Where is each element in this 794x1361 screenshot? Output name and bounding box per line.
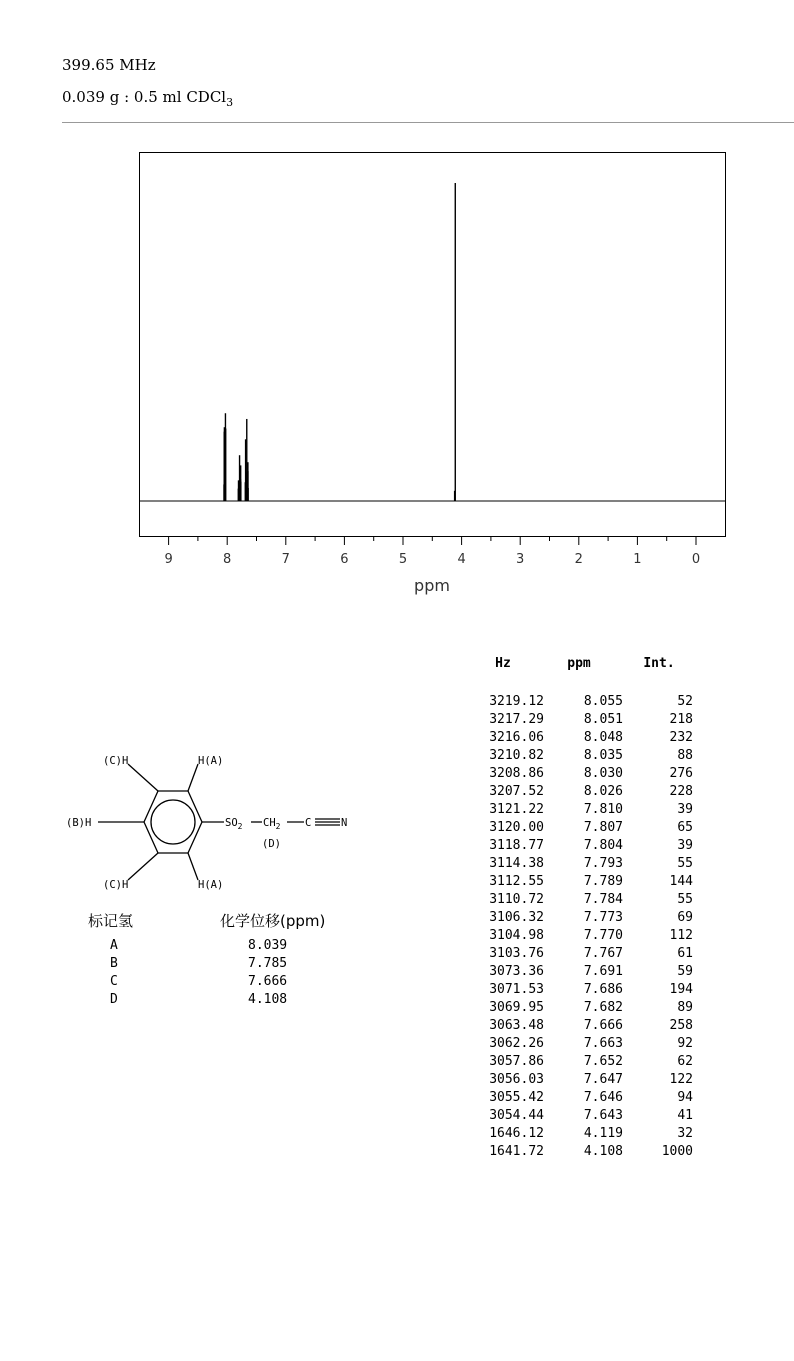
assignment-row bbox=[88, 992, 360, 1010]
peak-row bbox=[462, 1054, 704, 1072]
peak-hz: 3217.29 bbox=[489, 712, 544, 727]
label-ch-bot: (C)H bbox=[103, 879, 129, 891]
peak-int: 218 bbox=[669, 712, 693, 727]
peak-ppm: 7.807 bbox=[583, 820, 623, 835]
peak-hz: 3210.82 bbox=[489, 748, 544, 763]
peak-int: 122 bbox=[669, 1072, 693, 1087]
label-d: (D) bbox=[262, 838, 281, 850]
peak-hz: 3062.26 bbox=[489, 1036, 544, 1051]
peak-hz: 3208.86 bbox=[489, 766, 544, 781]
peak-int: 258 bbox=[669, 1018, 693, 1033]
label-ch-top: (C)H bbox=[103, 755, 129, 767]
x-axis-ticks bbox=[164, 536, 700, 567]
peak-int: 39 bbox=[677, 802, 693, 817]
peak-ppm: 7.789 bbox=[583, 874, 623, 889]
peak-hz: 3114.38 bbox=[489, 856, 544, 871]
peak-row bbox=[462, 694, 704, 712]
peak-ppm: 7.686 bbox=[583, 982, 623, 997]
assign-shift: 4.108 bbox=[248, 992, 288, 1007]
peak-row bbox=[462, 946, 704, 964]
peak-list-rows bbox=[462, 694, 704, 1162]
peak-ppm: 7.784 bbox=[583, 892, 623, 907]
peak-int: 232 bbox=[669, 730, 693, 745]
label-bh: (B)H bbox=[66, 817, 92, 829]
peak-row bbox=[462, 1144, 704, 1162]
assignment-row bbox=[88, 938, 360, 956]
peak-ppm: 7.793 bbox=[583, 856, 623, 871]
peak-row bbox=[462, 1072, 704, 1090]
peak-row bbox=[462, 784, 704, 802]
peak-ppm: 7.767 bbox=[583, 946, 623, 961]
assign-label: B bbox=[110, 956, 118, 971]
peak-int: 89 bbox=[677, 1000, 693, 1015]
label-ha-top: H(A) bbox=[198, 755, 224, 767]
peak-ppm: 8.051 bbox=[583, 712, 623, 727]
peak-int: 92 bbox=[677, 1036, 693, 1051]
bond-ch-bot bbox=[128, 853, 158, 880]
peak-hz: 3118.77 bbox=[489, 838, 544, 853]
x-tick-label: 0 bbox=[691, 552, 701, 567]
peak-hz: 3112.55 bbox=[489, 874, 544, 889]
peak-hz: 3103.76 bbox=[489, 946, 544, 961]
peak-hz: 3104.98 bbox=[489, 928, 544, 943]
label-so2 bbox=[225, 817, 243, 831]
peak-row bbox=[462, 820, 704, 838]
peak-int: 228 bbox=[669, 784, 693, 799]
peak-hz: 3207.52 bbox=[489, 784, 544, 799]
assign-label: D bbox=[110, 992, 118, 1007]
assignment-row bbox=[88, 974, 360, 992]
assignment-rows bbox=[88, 938, 360, 1010]
ch2-text: CH bbox=[263, 817, 276, 829]
peak-int: 41 bbox=[677, 1108, 693, 1123]
peak-hz: 3073.36 bbox=[489, 964, 544, 979]
peak-int: 69 bbox=[677, 910, 693, 925]
peak-row bbox=[462, 1018, 704, 1036]
ch2-subscript: 2 bbox=[275, 822, 281, 831]
peak-int: 1000 bbox=[661, 1144, 693, 1159]
label-c: C bbox=[305, 817, 312, 829]
peak-hz: 3110.72 bbox=[489, 892, 544, 907]
peak-ppm: 7.810 bbox=[583, 802, 623, 817]
peak-ppm: 7.691 bbox=[583, 964, 623, 979]
so2-text: SO bbox=[225, 817, 238, 829]
peak-hz: 1641.72 bbox=[489, 1144, 544, 1159]
peak-hz: 3120.00 bbox=[489, 820, 544, 835]
peak-ppm: 7.652 bbox=[583, 1054, 623, 1069]
peak-ppm: 8.030 bbox=[583, 766, 623, 781]
col-int: Int. bbox=[643, 656, 675, 671]
peak-row bbox=[462, 802, 704, 820]
peak-ppm: 4.119 bbox=[583, 1126, 623, 1141]
peak-row bbox=[462, 1108, 704, 1126]
peak-hz: 3063.48 bbox=[489, 1018, 544, 1033]
peak-row bbox=[462, 964, 704, 982]
col-ppm: ppm bbox=[567, 656, 591, 671]
peak-int: 194 bbox=[669, 982, 693, 997]
x-tick-label: 4 bbox=[457, 552, 466, 567]
peak-ppm: 7.663 bbox=[583, 1036, 623, 1051]
peak-ppm: 7.773 bbox=[583, 910, 623, 925]
x-tick-label: 2 bbox=[574, 552, 583, 567]
bond-ch-top bbox=[128, 764, 158, 791]
assign-label: A bbox=[110, 938, 118, 953]
assign-label: C bbox=[110, 974, 118, 989]
peak-int: 276 bbox=[669, 766, 693, 781]
peak-hz: 3057.86 bbox=[489, 1054, 544, 1069]
peak-list-header bbox=[462, 656, 704, 674]
peak-ppm: 4.108 bbox=[583, 1144, 623, 1159]
peak-hz: 3216.06 bbox=[489, 730, 544, 745]
peak-int: 55 bbox=[677, 892, 693, 907]
benzene-ring bbox=[144, 791, 202, 853]
label-n: N bbox=[341, 817, 348, 829]
x-tick-label: 6 bbox=[340, 552, 349, 567]
so2-subscript: 2 bbox=[237, 822, 243, 831]
peak-int: 61 bbox=[677, 946, 693, 961]
plot-frame bbox=[140, 153, 726, 537]
peak-ppm: 7.770 bbox=[583, 928, 623, 943]
assignment-table bbox=[88, 910, 360, 1010]
sample-subscript: 3 bbox=[226, 96, 234, 109]
peak-row bbox=[462, 838, 704, 856]
peak-hz: 1646.12 bbox=[489, 1126, 544, 1141]
peak-row bbox=[462, 1090, 704, 1108]
peak-row bbox=[462, 1000, 704, 1018]
peak-ppm: 7.647 bbox=[583, 1072, 623, 1087]
bond-ha-top bbox=[188, 764, 198, 791]
x-tick-label: 9 bbox=[164, 552, 173, 567]
peak-row bbox=[462, 910, 704, 928]
spectrum-peaks bbox=[224, 183, 455, 501]
peak-hz: 3069.95 bbox=[489, 1000, 544, 1015]
peak-ppm: 7.666 bbox=[583, 1018, 623, 1033]
peak-row bbox=[462, 712, 704, 730]
spectrometer-frequency: 399.65 MHz bbox=[62, 56, 156, 74]
assignment-header bbox=[88, 910, 360, 938]
x-tick-label: 1 bbox=[633, 552, 642, 567]
peak-list-table bbox=[462, 656, 704, 1162]
peak-ppm: 7.682 bbox=[583, 1000, 623, 1015]
aromatic-circle bbox=[151, 800, 195, 844]
peak-ppm: 7.643 bbox=[583, 1108, 623, 1123]
col-hz: Hz bbox=[495, 656, 511, 671]
peak-ppm: 7.646 bbox=[583, 1090, 623, 1105]
header-label: 标记氢 bbox=[88, 912, 134, 930]
peak-hz: 3055.42 bbox=[489, 1090, 544, 1105]
bond-ha-bot bbox=[188, 853, 198, 880]
peak-hz: 3106.32 bbox=[489, 910, 544, 925]
peak-ppm: 8.055 bbox=[583, 694, 623, 709]
peak-int: 88 bbox=[677, 748, 693, 763]
x-tick-label: 5 bbox=[398, 552, 408, 567]
peak-row bbox=[462, 928, 704, 946]
peak-ppm: 8.035 bbox=[583, 748, 623, 763]
peak-int: 65 bbox=[677, 820, 693, 835]
peak-row bbox=[462, 982, 704, 1000]
peak-int: 59 bbox=[677, 964, 693, 979]
peak-row bbox=[462, 1126, 704, 1144]
sample-text: 0.039 g : 0.5 ml CDCl bbox=[62, 88, 227, 106]
peak-ppm: 8.026 bbox=[583, 784, 623, 799]
peak-int: 52 bbox=[677, 694, 693, 709]
x-tick-label: 7 bbox=[281, 552, 290, 567]
peak-int: 94 bbox=[677, 1090, 693, 1105]
peak-row bbox=[462, 730, 704, 748]
peak-hz: 3054.44 bbox=[489, 1108, 544, 1123]
peak-row bbox=[462, 766, 704, 784]
peak-row bbox=[462, 874, 704, 892]
peak-int: 55 bbox=[677, 856, 693, 871]
nmr-spectrum-chart bbox=[0, 0, 794, 620]
peak-row bbox=[462, 748, 704, 766]
x-tick-label: 8 bbox=[223, 552, 232, 567]
peak-hz: 3219.12 bbox=[489, 694, 544, 709]
peak-ppm: 8.048 bbox=[583, 730, 623, 745]
peak-int: 39 bbox=[677, 838, 693, 853]
peak-int: 62 bbox=[677, 1054, 693, 1069]
peak-ppm: 7.804 bbox=[583, 838, 623, 853]
peak-int: 144 bbox=[669, 874, 693, 889]
peak-hz: 3071.53 bbox=[489, 982, 544, 997]
assignment-row bbox=[88, 956, 360, 974]
peak-int: 32 bbox=[677, 1126, 693, 1141]
assign-shift: 7.785 bbox=[248, 956, 288, 971]
x-axis-label: ppm bbox=[414, 576, 450, 595]
peak-int: 112 bbox=[669, 928, 693, 943]
label-ha-bot: H(A) bbox=[198, 879, 224, 891]
assign-shift: 8.039 bbox=[248, 938, 288, 953]
peak-row bbox=[462, 892, 704, 910]
header-shift: 化学位移(ppm) bbox=[220, 912, 326, 930]
assign-shift: 7.666 bbox=[248, 974, 288, 989]
x-tick-label: 3 bbox=[516, 552, 525, 567]
label-ch2 bbox=[263, 817, 281, 831]
peak-hz: 3121.22 bbox=[489, 802, 544, 817]
peak-hz: 3056.03 bbox=[489, 1072, 544, 1087]
peak-row bbox=[462, 856, 704, 874]
peak-row bbox=[462, 1036, 704, 1054]
